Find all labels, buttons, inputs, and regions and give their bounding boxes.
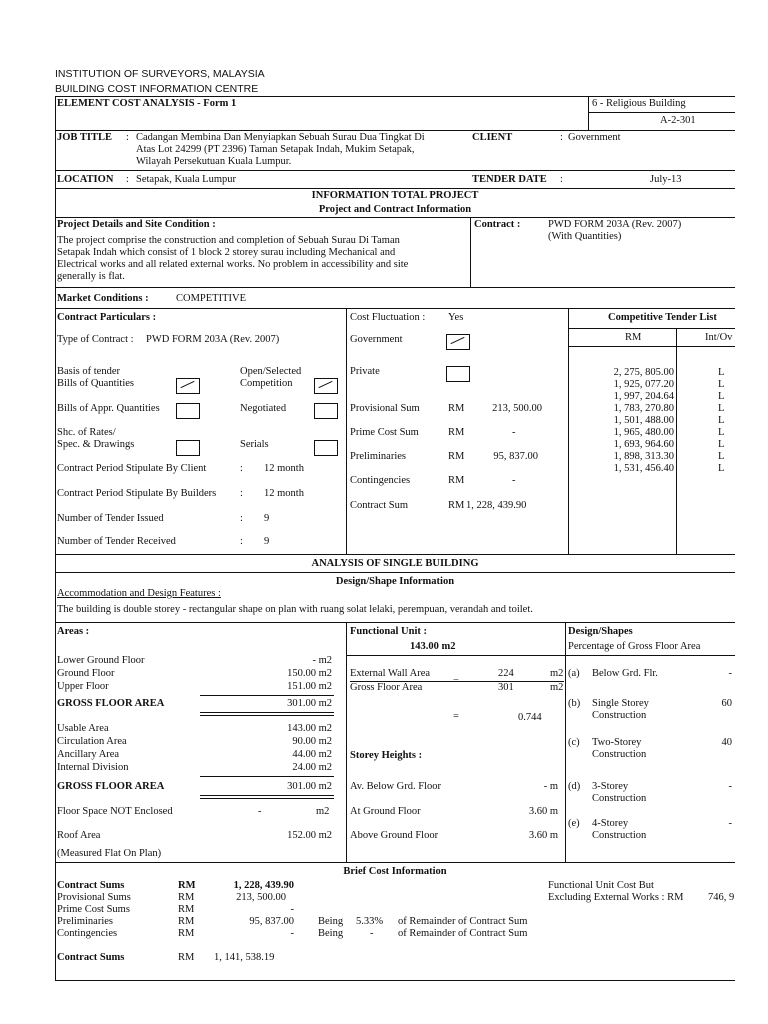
category-ref: A-2-301 bbox=[660, 115, 696, 126]
details-line1: The project comprise the construction and completion of Sebuah Surau Di Taman bbox=[57, 235, 400, 246]
contract-label: Contract : bbox=[474, 219, 521, 230]
job-title-line1: Cadangan Membina Dan Menyiapkan Sebuah Surau Dua Tingkat Di bbox=[136, 132, 425, 143]
contract-form: PWD FORM 203A (Rev. 2007) bbox=[548, 219, 682, 230]
roof-label: Roof Area bbox=[57, 830, 101, 841]
tender-flag: L bbox=[718, 427, 725, 438]
prelim-sums-label: Preliminaries bbox=[57, 916, 113, 927]
ground-floor-value: 150.00 m2 bbox=[287, 668, 332, 679]
rm-label: RM bbox=[178, 952, 195, 963]
contract-sum-value: 1, 228, 439.90 bbox=[466, 500, 527, 511]
rm-label: RM bbox=[178, 928, 195, 939]
colon: : bbox=[126, 174, 129, 185]
details-line2: Setapak Indah which consist of 1 block 2 storey surau including Mechanical and bbox=[57, 247, 396, 258]
design-key: (e) bbox=[568, 818, 580, 829]
final-contract-sums-label: Contract Sums bbox=[57, 952, 125, 963]
tender-flag: L bbox=[718, 403, 725, 414]
tender-flag: L bbox=[718, 439, 725, 450]
received-label: Number of Tender Received bbox=[57, 536, 176, 547]
rm-label: RM bbox=[448, 427, 465, 438]
design-label: 4-Storey bbox=[592, 818, 629, 829]
design-key: (d) bbox=[568, 781, 581, 792]
issued-value: 9 bbox=[264, 513, 270, 524]
internal-division-label: Internal Division bbox=[57, 762, 129, 773]
roof-value: 152.00 m2 bbox=[287, 830, 332, 841]
gross-area-value: 301 bbox=[498, 682, 514, 693]
details-line3: Electrical works and all related external works. No problem in accessibility and site bbox=[57, 259, 409, 270]
below-ground-value: - m bbox=[543, 781, 558, 792]
fu-cost-line1: Functional Unit Cost But bbox=[548, 880, 654, 891]
circulation-label: Circulation Area bbox=[57, 736, 127, 747]
prov-sums-label: Provisional Sums bbox=[57, 892, 131, 903]
sch-rates-label: Shc. of Rates/ bbox=[57, 427, 116, 438]
design-value: - bbox=[728, 818, 732, 829]
design-key: (b) bbox=[568, 698, 581, 709]
colon: : bbox=[240, 488, 243, 499]
period-client-label: Contract Period Stipulate By Client bbox=[57, 463, 207, 474]
particulars-heading: Contract Particulars : bbox=[57, 312, 157, 323]
rm-label: RM bbox=[448, 403, 465, 414]
ancillary-value: 44.00 m2 bbox=[292, 749, 332, 760]
design-value: - bbox=[728, 781, 732, 792]
circulation-value: 90.00 m2 bbox=[292, 736, 332, 747]
gross-area-unit: m2 bbox=[550, 682, 564, 693]
received-value: 9 bbox=[264, 536, 270, 547]
location-label: LOCATION bbox=[57, 174, 114, 185]
at-ground-label: At Ground Floor bbox=[350, 806, 421, 817]
design-info-heading: Design/Shape Information bbox=[335, 576, 455, 587]
above-ground-label: Above Ground Floor bbox=[350, 830, 439, 841]
lower-ground-value: - m2 bbox=[312, 655, 332, 666]
functional-value: 143.00 m2 bbox=[410, 641, 456, 652]
above-ground-value: 3.60 m bbox=[528, 830, 558, 841]
boq-checkbox[interactable] bbox=[176, 378, 200, 394]
period-client: 12 month bbox=[264, 463, 304, 474]
provisional-label: Provisional Sum bbox=[350, 403, 420, 414]
wall-floor-ratio: 0.744 bbox=[518, 712, 542, 723]
negotiated-checkbox[interactable] bbox=[314, 403, 338, 419]
serials-checkbox[interactable] bbox=[314, 440, 338, 456]
final-contract-sums-value: 1, 141, 538.19 bbox=[214, 952, 275, 963]
contract-sums-value: 1, 228, 439.90 bbox=[233, 880, 294, 891]
equals-sign: = bbox=[453, 676, 459, 687]
below-ground-label: Av. Below Grd. Floor bbox=[350, 781, 441, 792]
of-remainder: of Remainder of Contract Sum bbox=[398, 916, 528, 927]
upper-floor-value: 151.00 m2 bbox=[287, 681, 332, 692]
usable-label: Usable Area bbox=[57, 723, 109, 734]
lower-ground-label: Lower Ground Floor bbox=[57, 655, 145, 666]
areas-heading: Areas : bbox=[57, 626, 90, 637]
competition-checkbox[interactable] bbox=[314, 378, 338, 394]
design-label-sub: Construction bbox=[592, 710, 647, 721]
analysis-heading: ANALYSIS OF SINGLE BUILDING bbox=[311, 558, 479, 569]
gfa-label: GROSS FLOOR AREA bbox=[57, 698, 165, 709]
type-value: PWD FORM 203A (Rev. 2007) bbox=[146, 334, 280, 345]
government-label: Government bbox=[350, 334, 403, 345]
prelim-value: 95, 837.00 bbox=[493, 451, 538, 462]
rm-label: RM bbox=[178, 892, 195, 903]
tender-list-heading: Competitive Tender List bbox=[608, 312, 717, 323]
not-enclosed-dash: - bbox=[258, 806, 262, 817]
prime-sums-label: Prime Cost Sums bbox=[57, 904, 130, 915]
design-heading: Design/Shapes bbox=[568, 626, 633, 637]
prime-label: Prime Cost Sum bbox=[350, 427, 419, 438]
private-checkbox[interactable] bbox=[446, 366, 470, 382]
functional-heading: Functional Unit : bbox=[350, 626, 428, 637]
provisional-value: 213, 500.00 bbox=[492, 403, 542, 414]
ext-wall-value: 224 bbox=[498, 668, 514, 679]
period-builders-label: Contract Period Stipulate By Builders bbox=[57, 488, 217, 499]
being-label: Being bbox=[318, 916, 344, 927]
boq-label: Bills of Quantities bbox=[57, 378, 134, 389]
storey-heading: Storey Heights : bbox=[350, 750, 423, 761]
fu-cost-line2: Excluding External Works : RM bbox=[548, 892, 684, 903]
rm-label: RM bbox=[178, 916, 195, 927]
prime-value: - bbox=[512, 427, 516, 438]
colon: : bbox=[560, 174, 563, 185]
tender-amount: 1, 501, 488.00 bbox=[613, 415, 674, 426]
tender-date-value: July-13 bbox=[650, 174, 682, 185]
prelim-percent: 5.33% bbox=[356, 916, 384, 927]
prelim-sums-value: 95, 837.00 bbox=[249, 916, 294, 927]
design-label: Single Storey bbox=[592, 698, 649, 709]
tender-amount: 1, 965, 480.00 bbox=[613, 427, 674, 438]
job-title-line3: Wilayah Persekutuan Kuala Lumpur. bbox=[136, 156, 292, 167]
upper-floor-label: Upper Floor bbox=[57, 681, 109, 692]
info-subheading: Project and Contract Information bbox=[318, 204, 472, 215]
bills-appr-label: Bills of Appr. Quantities bbox=[57, 403, 160, 414]
tender-amount: 1, 997, 204.64 bbox=[613, 391, 674, 402]
ext-wall-label: External Wall Area bbox=[350, 668, 431, 679]
prelim-label: Preliminaries bbox=[350, 451, 406, 462]
gfa2-value: 301.00 m2 bbox=[287, 781, 332, 792]
tender-flag: L bbox=[718, 451, 725, 462]
tender-amount: 1, 531, 456.40 bbox=[613, 463, 674, 474]
equals-sign: = bbox=[453, 711, 459, 722]
fluctuation-label: Cost Fluctuation : bbox=[350, 312, 426, 323]
design-key: (c) bbox=[568, 737, 580, 748]
contingencies-label: Contingencies bbox=[350, 475, 411, 486]
government-checkbox[interactable] bbox=[446, 334, 470, 350]
rm-label: RM bbox=[448, 475, 465, 486]
ext-wall-unit: m2 bbox=[550, 668, 564, 679]
design-label: Two-Storey bbox=[592, 737, 642, 748]
colon: : bbox=[240, 463, 243, 474]
colon: : bbox=[240, 536, 243, 547]
tender-amount: 2, 275, 805.00 bbox=[613, 367, 674, 378]
details-line4: generally is flat. bbox=[57, 271, 125, 282]
usable-value: 143.00 m2 bbox=[287, 723, 332, 734]
design-label: Below Grd. Flr. bbox=[592, 668, 658, 679]
not-enclosed-unit: m2 bbox=[316, 806, 330, 817]
private-label: Private bbox=[350, 366, 380, 377]
negotiated-label: Negotiated bbox=[240, 403, 287, 414]
at-ground-value: 3.60 m bbox=[528, 806, 558, 817]
brief-heading: Brief Cost Information bbox=[343, 866, 447, 877]
rm-label: RM bbox=[448, 451, 465, 462]
colon: : bbox=[126, 132, 129, 143]
competition-label: Competition bbox=[240, 378, 293, 389]
design-sub: Percentage of Gross Floor Area bbox=[568, 641, 701, 652]
design-label-sub: Construction bbox=[592, 749, 647, 760]
gfa2-label: GROSS FLOOR AREA bbox=[57, 781, 165, 792]
market-value: COMPETITIVE bbox=[176, 293, 246, 304]
rm-label: RM bbox=[448, 500, 465, 511]
client-value: Government bbox=[568, 132, 621, 143]
design-label: 3-Storey bbox=[592, 781, 629, 792]
spec-drawings-label: Spec. & Drawings bbox=[57, 439, 135, 450]
open-selected-label: Open/Selected bbox=[240, 366, 302, 377]
of-remainder: of Remainder of Contract Sum bbox=[398, 928, 528, 939]
roof-note: (Measured Flat On Plan) bbox=[57, 848, 162, 859]
ancillary-label: Ancillary Area bbox=[57, 749, 120, 760]
tender-date-label: TENDER DATE bbox=[472, 174, 547, 185]
tender-flag: L bbox=[718, 391, 725, 402]
market-label: Market Conditions : bbox=[57, 293, 149, 304]
design-key: (a) bbox=[568, 668, 580, 679]
colon: : bbox=[240, 513, 243, 524]
design-label-sub: Construction bbox=[592, 793, 647, 804]
period-builders: 12 month bbox=[264, 488, 304, 499]
design-value: 60 bbox=[721, 698, 732, 709]
design-value: - bbox=[728, 668, 732, 679]
info-heading: INFORMATION TOTAL PROJECT bbox=[311, 190, 479, 201]
gross-area-label: Gross Floor Area bbox=[350, 682, 423, 693]
contingencies-percent: - bbox=[370, 928, 374, 939]
basis-label: Basis of tender bbox=[57, 366, 120, 377]
job-title-label: JOB TITLE bbox=[57, 132, 112, 143]
fluctuation-value: Yes bbox=[448, 312, 464, 323]
bills-appr-checkbox[interactable] bbox=[176, 403, 200, 419]
colon: : bbox=[560, 132, 563, 143]
ground-floor-label: Ground Floor bbox=[57, 668, 115, 679]
sch-rates-checkbox[interactable] bbox=[176, 440, 200, 456]
design-label-sub: Construction bbox=[592, 830, 647, 841]
type-label: Type of Contract : bbox=[57, 334, 134, 345]
contract-sum-label: Contract Sum bbox=[350, 500, 409, 511]
fu-cost-value: 746, 9 bbox=[708, 892, 735, 903]
tender-flag: L bbox=[718, 367, 725, 378]
prov-sums-value: 213, 500.00 bbox=[236, 892, 286, 903]
gfa-value: 301.00 m2 bbox=[287, 698, 332, 709]
rm-label: RM bbox=[178, 904, 195, 915]
tender-flag: L bbox=[718, 379, 725, 390]
design-value: 40 bbox=[721, 737, 732, 748]
centre-name: BUILDING COST INFORMATION CENTRE bbox=[55, 83, 259, 95]
contingencies-sums-value: - bbox=[290, 928, 294, 939]
prime-sums-value: - bbox=[290, 904, 294, 915]
location-value: Setapak, Kuala Lumpur bbox=[136, 174, 237, 185]
tender-amount: 1, 925, 077.20 bbox=[613, 379, 674, 390]
institution-name: INSTITUTION OF SURVEYORS, MALAYSIA bbox=[55, 68, 265, 80]
building-category: 6 - Religious Building bbox=[592, 98, 686, 109]
contract-qty: (With Quantities) bbox=[548, 231, 622, 242]
tender-amount: 1, 783, 270.80 bbox=[613, 403, 674, 414]
accommodation-text: The building is double storey - rectangular shape on plan with ruang solat lelaki, perempuan, verandah and toilet. bbox=[57, 604, 533, 615]
contingencies-sums-label: Contingencies bbox=[57, 928, 118, 939]
serials-label: Serials bbox=[240, 439, 269, 450]
being-label: Being bbox=[318, 928, 344, 939]
accommodation-label: Accommodation and Design Features : bbox=[57, 588, 221, 599]
client-label: CLIENT bbox=[472, 132, 513, 143]
tender-amount: 1, 898, 313.30 bbox=[613, 451, 674, 462]
tender-col-int: Int/Ov bbox=[705, 332, 733, 343]
form-title: ELEMENT COST ANALYSIS - Form 1 bbox=[57, 98, 237, 109]
issued-label: Number of Tender Issued bbox=[57, 513, 164, 524]
tender-flag: L bbox=[718, 415, 725, 426]
contract-sums-label: Contract Sums bbox=[57, 880, 125, 891]
tender-amount: 1, 693, 964.60 bbox=[613, 439, 674, 450]
job-title-line2: Atas Lot 24299 (PT 2396) Taman Setapak Indah, Mukim Setapak, bbox=[136, 144, 415, 155]
details-label: Project Details and Site Condition : bbox=[57, 219, 216, 230]
not-enclosed-label: Floor Space NOT Enclosed bbox=[57, 806, 173, 817]
rm-label: RM bbox=[178, 880, 196, 891]
internal-division-value: 24.00 m2 bbox=[292, 762, 332, 773]
contingencies-value: - bbox=[512, 475, 516, 486]
tender-col-rm: RM bbox=[625, 332, 642, 343]
tender-flag: L bbox=[718, 463, 725, 474]
